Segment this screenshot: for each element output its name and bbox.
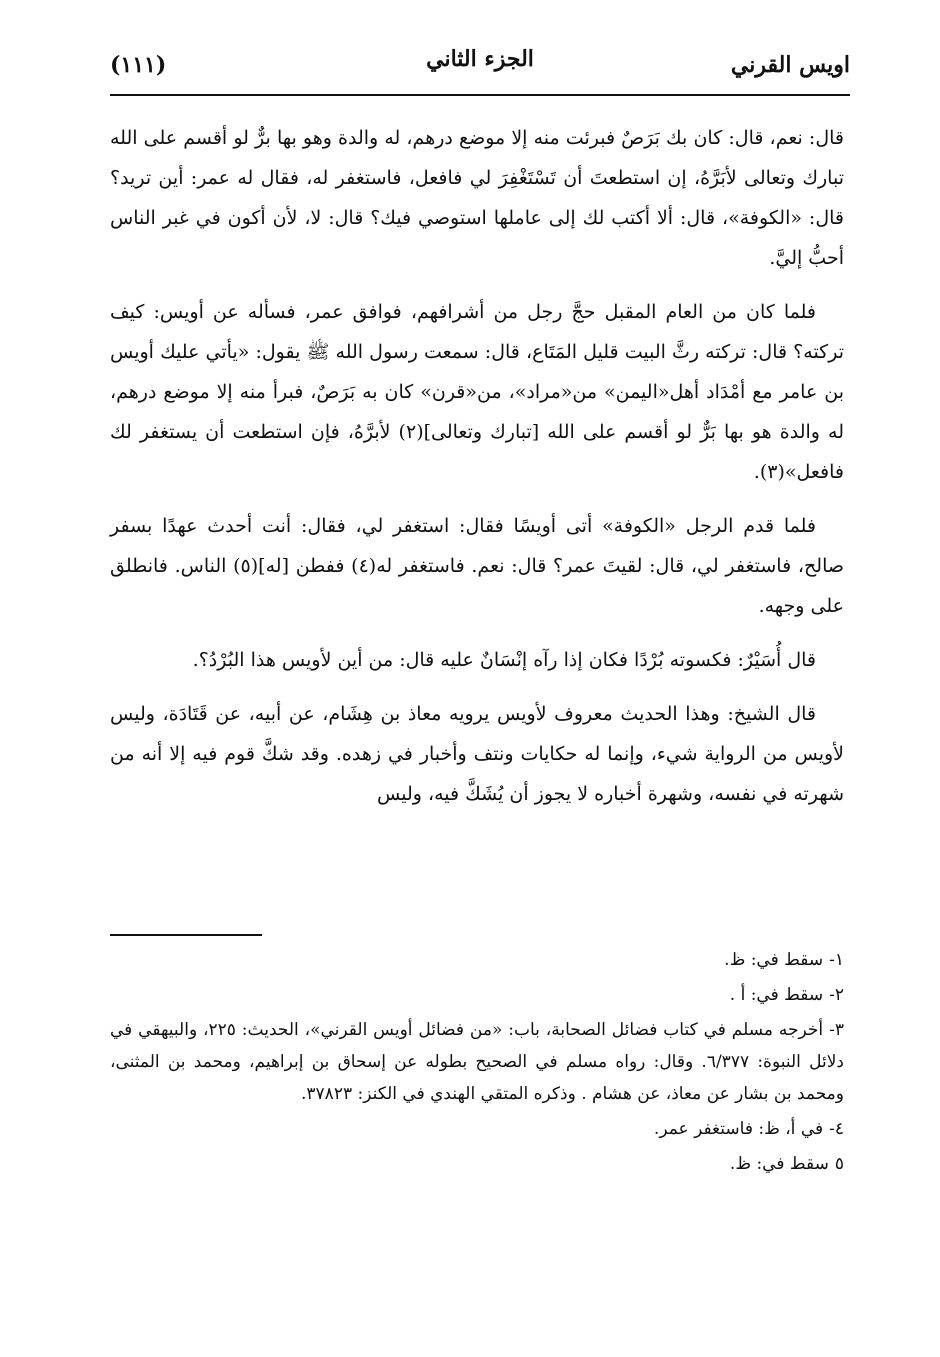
paragraph-1: قال: نعم، قال: كان بك بَرَصٌ فبرئت منه إلا موضع درهم، له والدة وهو بها برٌّ لو أقسم على الله تبارك وتعالى لأبَرَّهُ، إن استطعتَ أن تَسْتَغْفِرَ لي فافعل، فاستغفر له، فقال له عمر: أين تريد؟ قال: «الكوفة»، قال: ألا أكتب لك إلى عاملها استوصي فيك؟ قال: لا، لأن أكون في غبر الناس أحبُّ إليَّ.: [110, 127, 844, 269]
page-header: [110, 44, 850, 96]
footnote-3: [110, 1014, 844, 1110]
footnote-4: [110, 1113, 844, 1145]
footnote-number: ٣-: [829, 1020, 844, 1040]
footnote-number: ٤-: [829, 1119, 844, 1139]
footnote-text: أخرجه مسلم في كتاب فضائل الصحابة، باب: «من فضائل أويس القرني»، الحديث: ٢٢٥، والبيهقي في دلائل النبوة: ٦/٣٧٧. وقال: رواه مسلم في الصحيح بطوله عن إسحاق بن إبراهيم، ومحمد بن المثنى، ومحمد بن بشار عن معاذ، عن هشام . وذكره المتقي الهندي في الكنز: ٣٧٨٢٣.: [110, 1020, 844, 1104]
footnote-number: ٥: [834, 1154, 844, 1174]
footnote-text: في أ، ظ: فاستغفر عمر.: [653, 1119, 824, 1139]
footnote-5: [110, 1148, 844, 1180]
footnote-separator: [110, 934, 262, 936]
page-number: (١١١): [110, 52, 167, 78]
footnote-1: [110, 944, 844, 976]
footnote-text: سقط في: ظ.: [729, 1154, 829, 1174]
paragraph-5: قال الشيخ: وهذا الحديث معروف لأويس يرويه معاذ بن هِشَام، عن أبيه، عن قَتَادَة، وليس لأويس من الرواية شيء، وإنما له حكايات ونتف وأخبار في زهده. وقد شكَّ قوم فيه إلا أنه من شهرته في نفسه، وشهرة أخباره لا يجوز أن يُشَكَّ فيه، وليس: [110, 703, 844, 805]
main-text: [110, 118, 844, 828]
footnote-2: [110, 979, 844, 1011]
paragraph-3: فلما قدم الرجل «الكوفة» أتى أويسًا فقال: استغفر لي، فقال: أنت أحدث عهدًا بسفر صالح، فاستغفر لي، قال: لقيتَ عمر؟ قال: نعم. فاستغفر له(٤) ففطن [له](٥) الناس. فانطلق على وجهه.: [110, 515, 844, 617]
footnote-text: سقط في: أ .: [729, 985, 824, 1005]
footnote-text: سقط في: ظ.: [724, 950, 824, 970]
volume-title: الجزء الثاني: [426, 46, 534, 72]
paragraph-4: قال أُسَيْرٌ: فكسوته بُرْدًا فكان إذا رآه إنْسَانٌ عليه قال: من أين لأويس هذا البُرْدُ؟.: [192, 649, 816, 671]
footnote-number: ١-: [829, 950, 844, 970]
running-title: اويس القرني: [730, 52, 850, 78]
footnote-number: ٢-: [829, 985, 844, 1005]
paragraph-2: فلما كان من العام المقبل حجَّ رجل من أشرافهم، فوافق عمر، فسأله عن أويس: كيف تركته؟ قال: تركته رثَّ البيت قليل المَتَاع، قال: سمعت رسول الله ﷺ يقول: «يأتي عليك أويس بن عامر مع أمْدَاد أهل«اليمن» من«مراد»، من«قرن» كان به بَرَصٌ، فبرأ منه إلا موضع درهم، له والدة هو بها بَرٌّ لو أقسم على الله [تبارك وتعالى](٢) لأبرَّهُ، فإن استطعت أن يستغفر لك فافعل»(٣).: [110, 301, 844, 483]
footnotes: [110, 944, 844, 1183]
